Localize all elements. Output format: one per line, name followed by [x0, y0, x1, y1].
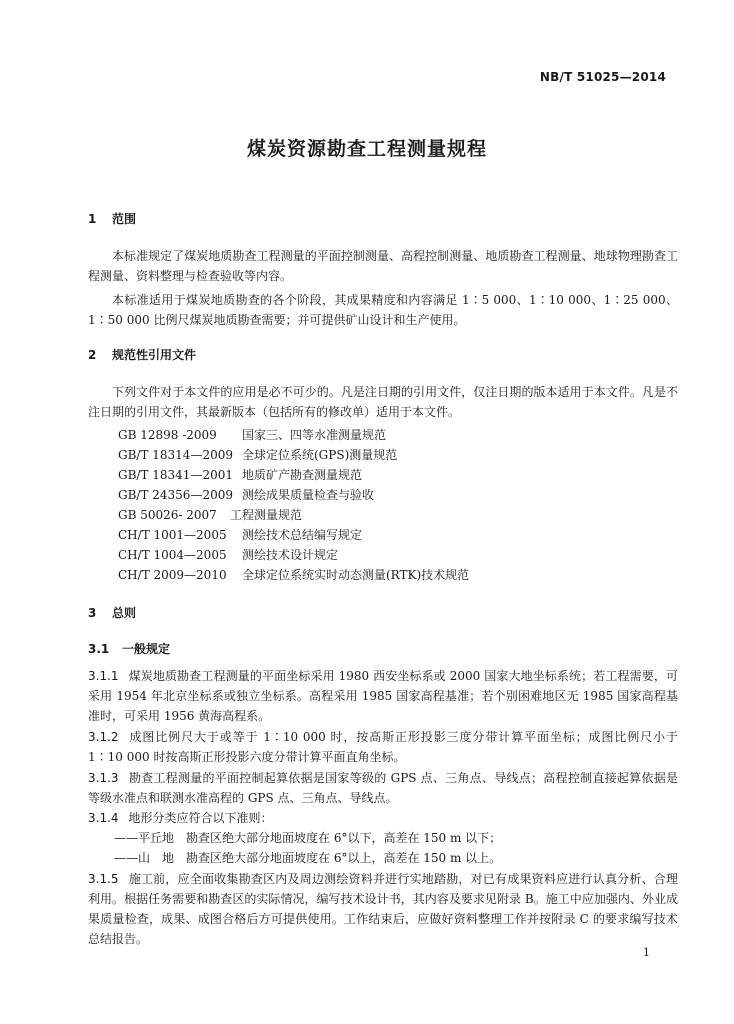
reference-title: 测绘技术设计规定 [242, 548, 339, 562]
reference-code: GB 12898 -2009 [118, 428, 217, 442]
reference-title: 工程测量规范 [230, 508, 303, 522]
clause-number: 3.1.5 [88, 872, 119, 886]
clause-3-1-2 [88, 727, 678, 767]
clause-number: 3.1.2 [88, 730, 119, 744]
reference-code: GB/T 24356—2009 [118, 488, 233, 502]
page-number: 1 [643, 946, 650, 959]
reference-item [118, 565, 469, 585]
terrain-item-flat: ——平丘地 勘查区绝大部分地面坡度在 6°以下，高差在 150 m 以下； [114, 831, 502, 845]
reference-title: 国家三、四等水准测量规范 [242, 428, 387, 442]
section-1-para-1: 本标准规定了煤炭地质勘查工程测量的平面控制测量、高程控制测量、地质勘查工程测量、地球物理勘查工程测量、资料整理与检查验收等内容。 [88, 249, 678, 283]
section-1-heading [88, 210, 136, 227]
terrain-item-mountain: ——山 地 勘查区绝大部分地面坡度在 6°以上，高差在 150 m 以上。 [114, 851, 502, 865]
document-title: 煤炭资源勘查工程测量规程 [246, 138, 487, 160]
section-title: 规范性引用文件 [112, 348, 197, 362]
subsection-number: 3.1 [88, 642, 110, 656]
clause-text: 勘查工程测量的平面控制起算依据是国家等级的 GPS 点、三角点、导线点；高程控制直接起算依据是等级水准点和联测水准高程的 GPS 点、三角点、导线点。 [88, 771, 678, 805]
clause-number: 3.1.1 [88, 669, 119, 683]
clause-number: 3.1.3 [88, 771, 119, 785]
section-number: 1 [88, 212, 97, 226]
reference-title: 全球定位系统实时动态测量(RTK)技术规范 [242, 568, 470, 582]
reference-item [118, 465, 362, 485]
reference-code: CH/T 2009—2010 [118, 568, 227, 582]
subsection-3-1-heading [88, 640, 170, 657]
reference-code: GB/T 18341—2001 [118, 468, 233, 482]
section-2-heading [88, 346, 196, 363]
clause-text: 成图比例尺大于或等于 1∶10 000 时，按高斯正形投影三度分带计算平面坐标；成图比例尺小于 1∶10 000 时按高斯正形投影六度分带计算平面直角坐标。 [88, 730, 678, 764]
section-number: 2 [88, 348, 97, 362]
reference-title: 测绘技术总结编写规定 [242, 528, 363, 542]
reference-title: 地质矿产勘查测量规范 [242, 468, 363, 482]
standard-code: NB/T 51025—2014 [539, 70, 666, 84]
clause-3-1-1 [88, 666, 678, 726]
clause-3-1-5 [88, 869, 678, 949]
reference-code: CH/T 1004—2005 [118, 548, 227, 562]
section-1-para-2: 本标准适用于煤炭地质勘查的各个阶段，其成果精度和内容满足 1∶5 000、1∶10 000、1∶25 000、1∶50 000 比例尺煤炭地质勘查需要；并可提供矿山设计和生产使用。 [88, 293, 678, 327]
clause-text: 煤炭地质勘查工程测量的平面坐标采用 1980 西安坐标系或 2000 国家大地坐标系统；若工程需要，可采用 1954 年北京坐标系或独立坐标系。高程采用 1985 国家高程基准；若个别困难地区无 1985 国家高程基准时，可采用 1956 黄海高程系。 [88, 669, 678, 723]
reference-item [118, 525, 362, 545]
reference-item [118, 445, 397, 465]
subsection-title: 一般规定 [122, 642, 171, 656]
section-number: 3 [88, 606, 97, 620]
clause-3-1-4 [88, 808, 273, 828]
reference-code: GB 50026- 2007 [118, 508, 217, 522]
section-3-heading [88, 604, 136, 621]
reference-title: 全球定位系统(GPS)测量规范 [242, 448, 398, 462]
reference-item [118, 505, 302, 525]
clause-text: 施工前，应全面收集勘查区内及周边测绘资料并进行实地踏勘，对已有成果资料应进行认真分析、合理利用。根据任务需要和勘查区的实际情况，编写技术设计书，其内容及要求见附录 B。施工中应加强内、外业成果质量检查，成果、成图合格后方可提供使用。工作结束后，应做好资料整理工作并按附录 C 的要求编写技术总结报告。 [88, 872, 678, 946]
clause-number: 3.1.4 [88, 811, 119, 825]
reference-item [118, 545, 338, 565]
section-title: 范围 [112, 212, 137, 226]
reference-item [118, 485, 374, 505]
clause-3-1-3 [88, 768, 678, 808]
section-title: 总则 [112, 606, 137, 620]
reference-title: 测绘成果质量检查与验收 [242, 488, 375, 502]
clause-text: 地形分类应符合以下准则： [128, 811, 273, 825]
reference-code: CH/T 1001—2005 [118, 528, 227, 542]
reference-item [118, 425, 386, 445]
reference-code: GB/T 18314—2009 [118, 448, 233, 462]
section-2-intro: 下列文件对于本文件的应用是必不可少的。凡是注日期的引用文件，仅注日期的版本适用于本文件。凡是不注日期的引用文件，其最新版本（包括所有的修改单）适用于本文件。 [88, 385, 678, 419]
